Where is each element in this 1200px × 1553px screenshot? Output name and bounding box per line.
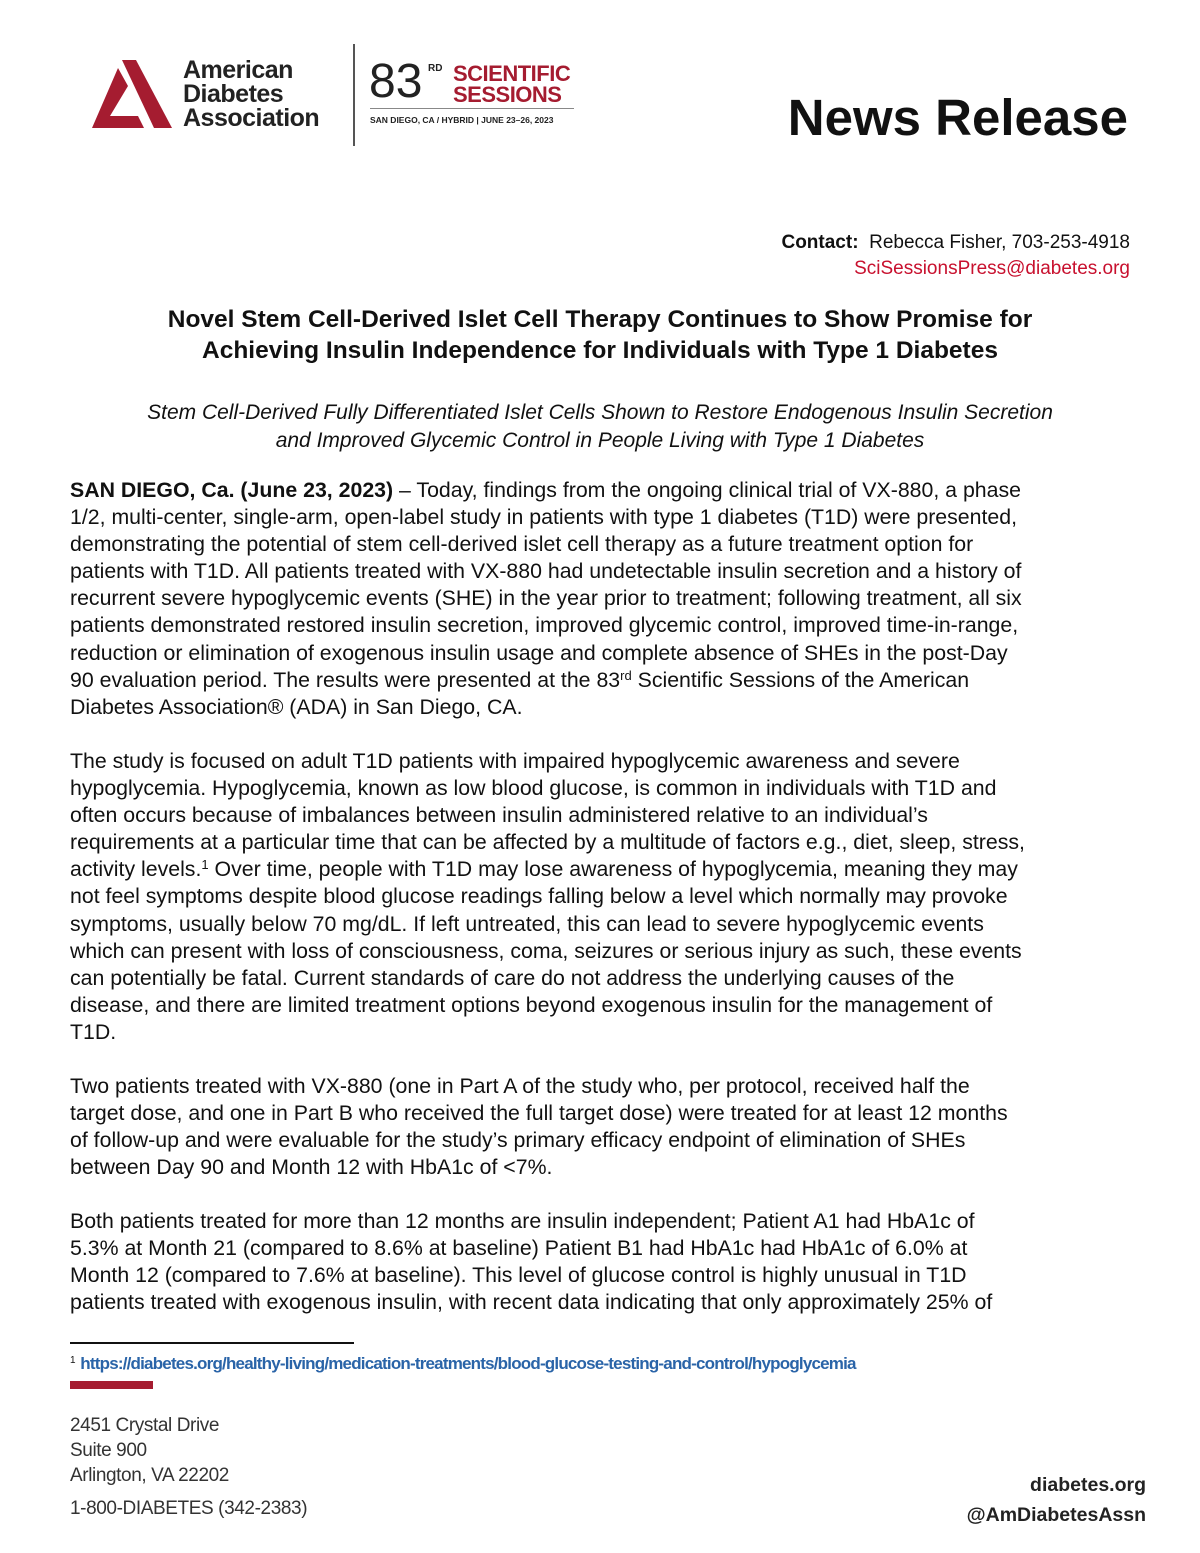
subheadline [60,399,1140,455]
paragraph-line: 1/2, multi-center, single-arm, open-label study in patients with type 1 diabetes (T1D) were presented, [70,505,1018,530]
footnote-link[interactable]: https://diabetes.org/healthy-living/medication-treatments/blood-glucose-testing-and-control/hypoglycemia [80,1354,856,1373]
contact-name-phone: Rebecca Fisher, 703-253-4918 [869,232,1130,253]
address-line: Suite 900 [70,1440,147,1461]
news-release-title: News Release [787,89,1128,146]
paragraph-line: Both patients treated for more than 12 months are insulin independent; Patient A1 had HbA1c of [70,1209,975,1233]
paragraph-line: requirements at a particular time that can be affected by a multitude of factors e.g., diet, sleep, stress, [70,830,1025,855]
body-paragraph [70,1073,1150,1181]
paragraph-line [70,856,1150,883]
paragraph-line: Two patients treated with VX-880 (one in Part A of the study who, per protocol, received half the [70,1074,970,1098]
contact-block [781,230,1130,282]
paragraph-line: target dose, and one in Part B who received the full target dose) were treated for at least 12 months [70,1101,1008,1126]
body-paragraph [70,477,1150,721]
paragraph-line [70,667,1150,694]
subhead-line: Stem Cell-Derived Fully Differentiated Islet Cells Shown to Restore Endogenous Insulin Secretion [147,401,1053,424]
logo-word: Association [183,104,320,132]
paragraph-line: Month 12 (compared to 7.6% at baseline). This level of glucose control is highly unusual in T1D [70,1263,967,1288]
ada-triangle-logo-icon [92,60,176,130]
paragraph-line: can potentially be fatal. Current standards of care do not address the underlying causes of the [70,965,955,990]
paragraph-line: recurrent severe hypoglycemic events (SHE) in the year prior to treatment; following treatment, all six [70,586,1022,611]
address-line: 2451 Crystal Drive [70,1415,220,1436]
address-line: Arlington, VA 22202 [70,1465,229,1486]
paragraph-line: hypoglycemia. Hypoglycemia, known as low blood glucose, is common in individuals with T1D and [70,776,997,801]
body-paragraph [70,748,1150,1046]
paragraph-line: Diabetes Association® (ADA) in San Diego, CA. [70,694,523,719]
text-segment: Scientific Sessions of the American [631,667,970,692]
body-paragraph [70,1208,1150,1316]
text-segment: – Today, findings from the ongoing clinical trial of VX-880, a phase [393,478,1021,502]
sessions-title-line: SCIENTIFIC [453,61,571,86]
text-segment: Over time, people with T1D may lose awareness of hypoglycemia, meaning they may [208,857,1018,882]
paragraph-line: patients with T1D. All patients treated with VX-880 had undetectable insulin secretion and a history of [70,559,1022,584]
footer-web [967,1470,1146,1530]
subhead-line: and Improved Glycemic Control in People Living with Type 1 Diabetes [275,429,925,452]
headline [60,304,1140,366]
contact-label: Contact: [781,232,859,253]
paragraph-line: T1D. [70,1019,117,1044]
footer-website-link[interactable]: diabetes.org [1030,1474,1146,1496]
footer-phone: 1-800-DIABETES (342-2383) [70,1498,308,1519]
dateline: SAN DIEGO, Ca. (June 23, 2023) [70,478,394,502]
footnote-number: 1 [70,1355,76,1366]
logo-word: Diabetes [183,80,284,108]
paragraph-line: not feel symptoms despite blood glucose readings falling below a level which normally may provoke [70,884,1008,909]
logo-word: American [183,56,293,84]
superscript: rd [620,667,632,683]
headline-line: Novel Stem Cell-Derived Islet Cell Therapy Continues to Show Promise for [167,306,1033,333]
paragraph-line: The study is focused on adult T1D patients with impaired hypoglycemic awareness and severe [70,749,960,773]
paragraph-line: between Day 90 and Month 12 with HbA1c of <7%. [70,1155,553,1180]
sessions-title-line: SESSIONS [453,82,562,107]
text-segment: activity levels. [70,857,202,882]
paragraph-line: 5.3% at Month 21 (compared to 8.6% at baseline) Patient B1 had HbA1c had HbA1c of 6.0% at [70,1236,968,1261]
paragraph-line: which can present with loss of consciousness, coma, seizures or serious injury as such, these events [70,938,1022,963]
logo-divider [353,44,355,146]
sessions-title [453,63,570,105]
footer-social-handle[interactable]: @AmDiabetesAssn [966,1504,1146,1526]
ada-logo-text [183,58,319,130]
sessions-number: 83 [369,55,423,108]
paragraph-line: reduction or elimination of exogenous insulin usage and complete absence of SHEs in the post-Day [70,640,1008,665]
footer-accent-bar [70,1381,153,1389]
sessions-rule [370,108,574,109]
headline-line: Achieving Insulin Independence for Individuals with Type 1 Diabetes [202,337,998,364]
sessions-ordinal: RD [428,63,443,74]
paragraph-line: disease, and there are limited treatment options beyond exogenous insulin for the management of [70,992,993,1017]
footnote-separator [70,1342,354,1344]
footnote [70,1354,856,1374]
paragraph-line [70,477,1150,504]
paragraph-line: patients demonstrated restored insulin secretion, improved glycemic control, improved time-in-range, [70,613,1019,638]
text-segment: 90 evaluation period. The results were presented at the 83 [70,667,621,692]
paragraph-line: demonstrating the potential of stem cell-derived islet cell therapy as a future treatment option for [70,532,974,557]
paragraph-line: symptoms, usually below 70 mg/dL. If left untreated, this can lead to severe hypoglycemic events [70,911,984,936]
contact-email-link[interactable]: SciSessionsPress@diabetes.org [854,258,1130,279]
paragraph-line: of follow-up and were evaluable for the study’s primary efficacy endpoint of elimination of SHEs [70,1128,966,1153]
paragraph-line: often occurs because of imbalances between insulin administered relative to an individual’s [70,803,928,828]
paragraph-line: patients treated with exogenous insulin, with recent data indicating that only approximately 25% of [70,1290,993,1315]
sessions-subtitle: SAN DIEGO, CA / HYBRID | JUNE 23–26, 2023 [370,115,554,125]
superscript: 1 [201,857,209,873]
footer-address [70,1413,229,1488]
